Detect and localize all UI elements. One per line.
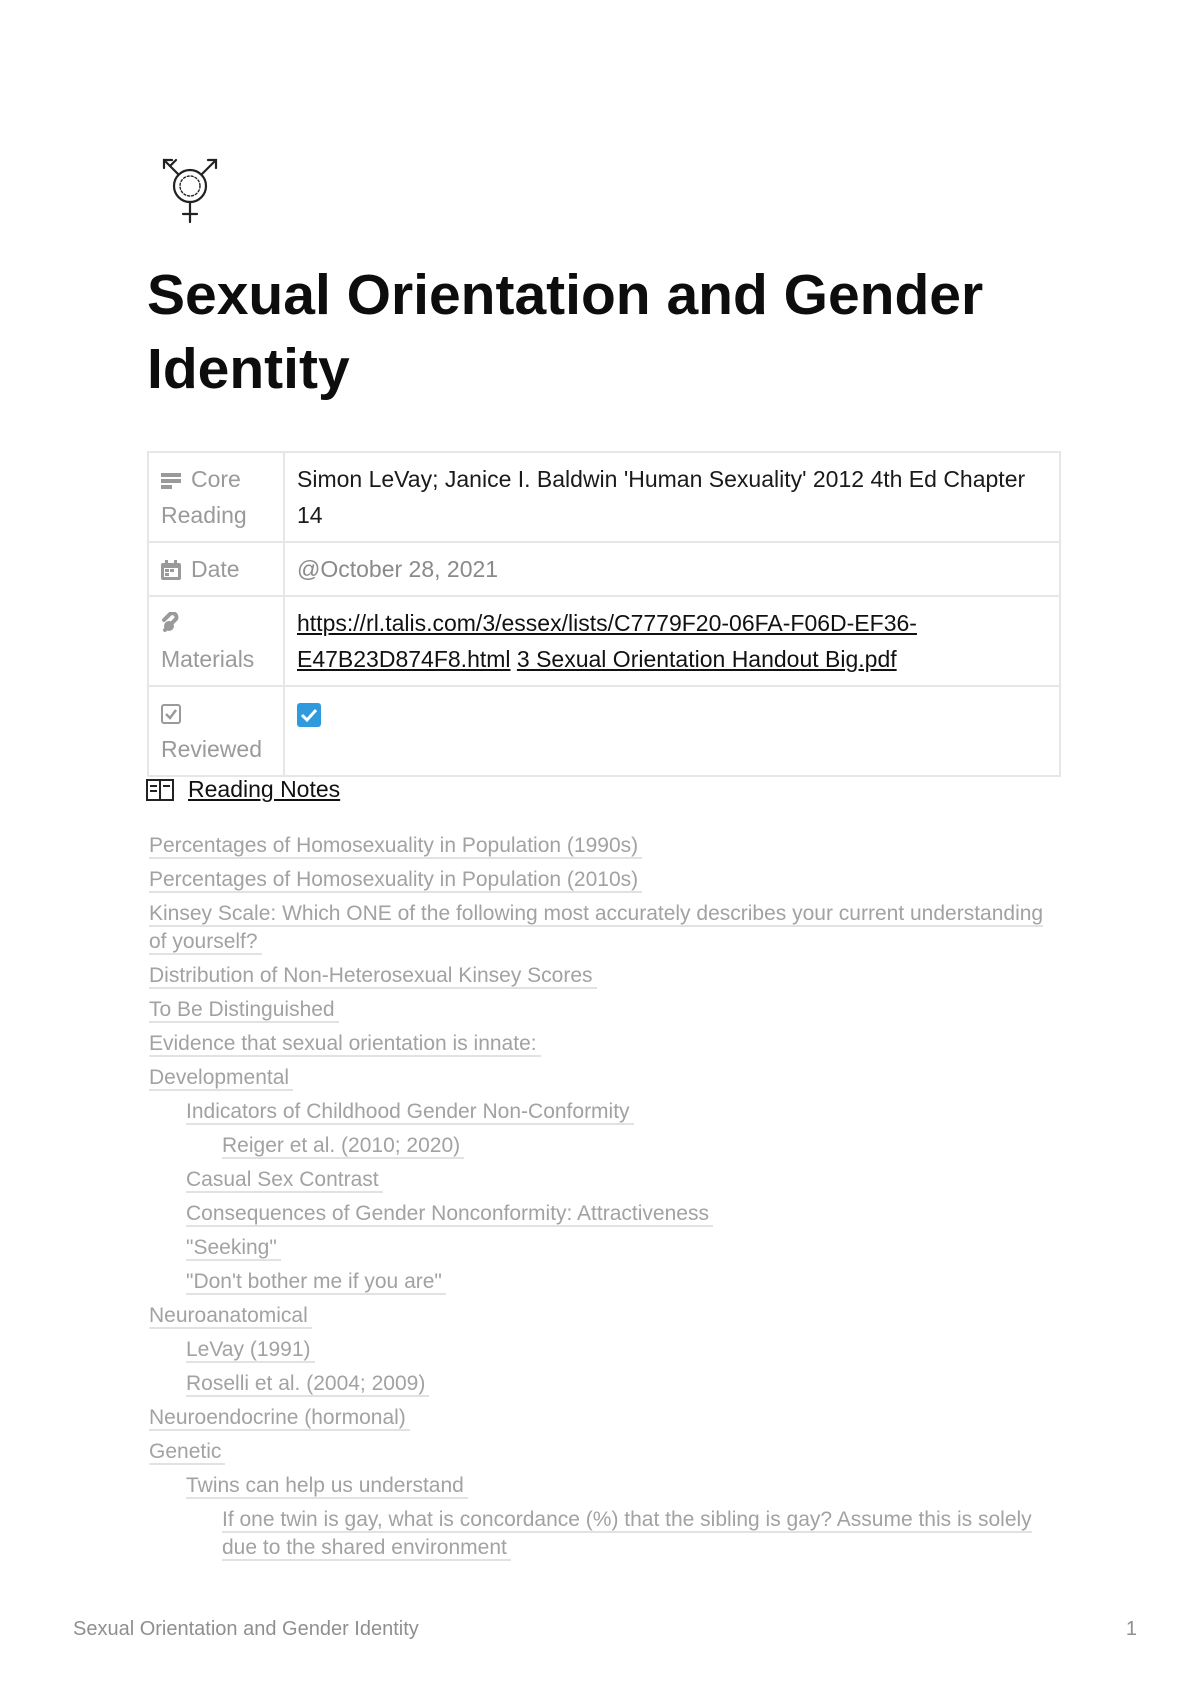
- footer-title: Sexual Orientation and Gender Identity: [73, 1618, 419, 1640]
- toc-item[interactable]: [149, 1098, 1065, 1126]
- toc-item[interactable]: [149, 996, 1065, 1024]
- toc-item[interactable]: [149, 1268, 1065, 1296]
- transgender-symbol-icon: [156, 152, 228, 232]
- toc-item-label: Twins can help us understand: [186, 1474, 468, 1499]
- calendar-icon: [161, 560, 181, 580]
- property-key: Reviewed: [148, 686, 284, 776]
- toc-item-label: Genetic: [149, 1440, 225, 1465]
- toc-item[interactable]: [149, 832, 1065, 860]
- property-key: Core Reading: [148, 452, 284, 542]
- reading-notes-header: [146, 772, 340, 806]
- toc-item-label: To Be Distinguished: [149, 998, 339, 1023]
- property-row-core-reading: [148, 452, 1060, 542]
- footer-page-number: 1: [1125, 1618, 1137, 1640]
- toc-item-label: Neuroendocrine (hormonal): [149, 1406, 410, 1431]
- property-row-reviewed: [148, 686, 1060, 776]
- toc-item-label: Consequences of Gender Nonconformity: Attractiveness: [186, 1202, 713, 1227]
- reading-notes-link[interactable]: Reading Notes: [188, 776, 341, 802]
- toc-item-label: Roselli et al. (2004; 2009): [186, 1372, 429, 1397]
- toc-item-label: Neuroanatomical: [149, 1304, 312, 1329]
- toc-item-label: Percentages of Homosexuality in Population (2010s): [149, 868, 642, 893]
- toc-item[interactable]: [149, 1404, 1065, 1432]
- property-key: Materials: [148, 596, 284, 686]
- reviewed-checkbox[interactable]: [297, 703, 321, 727]
- toc-item-label: Percentages of Homosexuality in Population (1990s): [149, 834, 642, 859]
- toc-item[interactable]: [149, 1302, 1065, 1330]
- table-of-contents: [149, 832, 1065, 1568]
- property-value: [284, 686, 1060, 776]
- toc-item-label: Developmental: [149, 1066, 293, 1091]
- toc-item[interactable]: [149, 1030, 1065, 1058]
- toc-item[interactable]: [149, 1132, 1065, 1160]
- toc-item-label: Kinsey Scale: Which ONE of the following most accurately describes your current understanding of yourself?: [149, 902, 1044, 953]
- materials-link-talis[interactable]: https://rl.talis.com/3/essex/lists/C7779F20-06FA-F06D-EF36-E47B23D874F8.html: [297, 610, 917, 672]
- property-value: [284, 596, 1060, 686]
- page-title: Sexual Orientation and Gender Identity: [147, 263, 984, 401]
- toc-item[interactable]: [149, 1506, 1065, 1562]
- toc-item[interactable]: [149, 866, 1065, 894]
- property-row-date: [148, 542, 1060, 596]
- materials-link-handout[interactable]: 3 Sexual Orientation Handout Big.pdf: [516, 646, 897, 672]
- properties-table: [147, 451, 1061, 777]
- toc-item[interactable]: [149, 1166, 1065, 1194]
- toc-item[interactable]: [149, 1064, 1065, 1092]
- property-value: @October 28, 2021: [284, 542, 1060, 596]
- toc-item[interactable]: [149, 1200, 1065, 1228]
- toc-item-label: If one twin is gay, what is concordance (%) that the sibling is gay? Assume this is solely due to the shared environment: [222, 1508, 1032, 1559]
- paperclip-icon: [161, 612, 183, 634]
- toc-item-label: Distribution of Non-Heterosexual Kinsey Scores: [149, 964, 597, 989]
- toc-item[interactable]: [149, 1234, 1065, 1262]
- toc-item[interactable]: [149, 1336, 1065, 1364]
- toc-item-label: Reiger et al. (2010; 2020): [222, 1134, 464, 1159]
- toc-item-label: "Don't bother me if you are": [186, 1270, 446, 1295]
- toc-item-label: "Seeking": [186, 1236, 281, 1261]
- toc-item[interactable]: [149, 1370, 1065, 1398]
- toc-item[interactable]: [149, 900, 1065, 956]
- toc-item[interactable]: [149, 1438, 1065, 1466]
- checkbox-icon: [161, 704, 181, 724]
- toc-item-label: Casual Sex Contrast: [186, 1168, 383, 1193]
- toc-item[interactable]: [149, 962, 1065, 990]
- text-lines-icon: [161, 472, 181, 490]
- property-row-materials: [148, 596, 1060, 686]
- book-icon: [146, 777, 174, 801]
- toc-item[interactable]: [149, 1472, 1065, 1500]
- toc-item-label: Indicators of Childhood Gender Non-Conformity: [186, 1100, 634, 1125]
- toc-item-label: Evidence that sexual orientation is innate:: [149, 1032, 541, 1057]
- toc-item-label: LeVay (1991): [186, 1338, 315, 1363]
- property-value: Simon LeVay; Janice I. Baldwin 'Human Sexuality' 2012 4th Ed Chapter 14: [284, 452, 1060, 542]
- property-key: Date: [148, 542, 284, 596]
